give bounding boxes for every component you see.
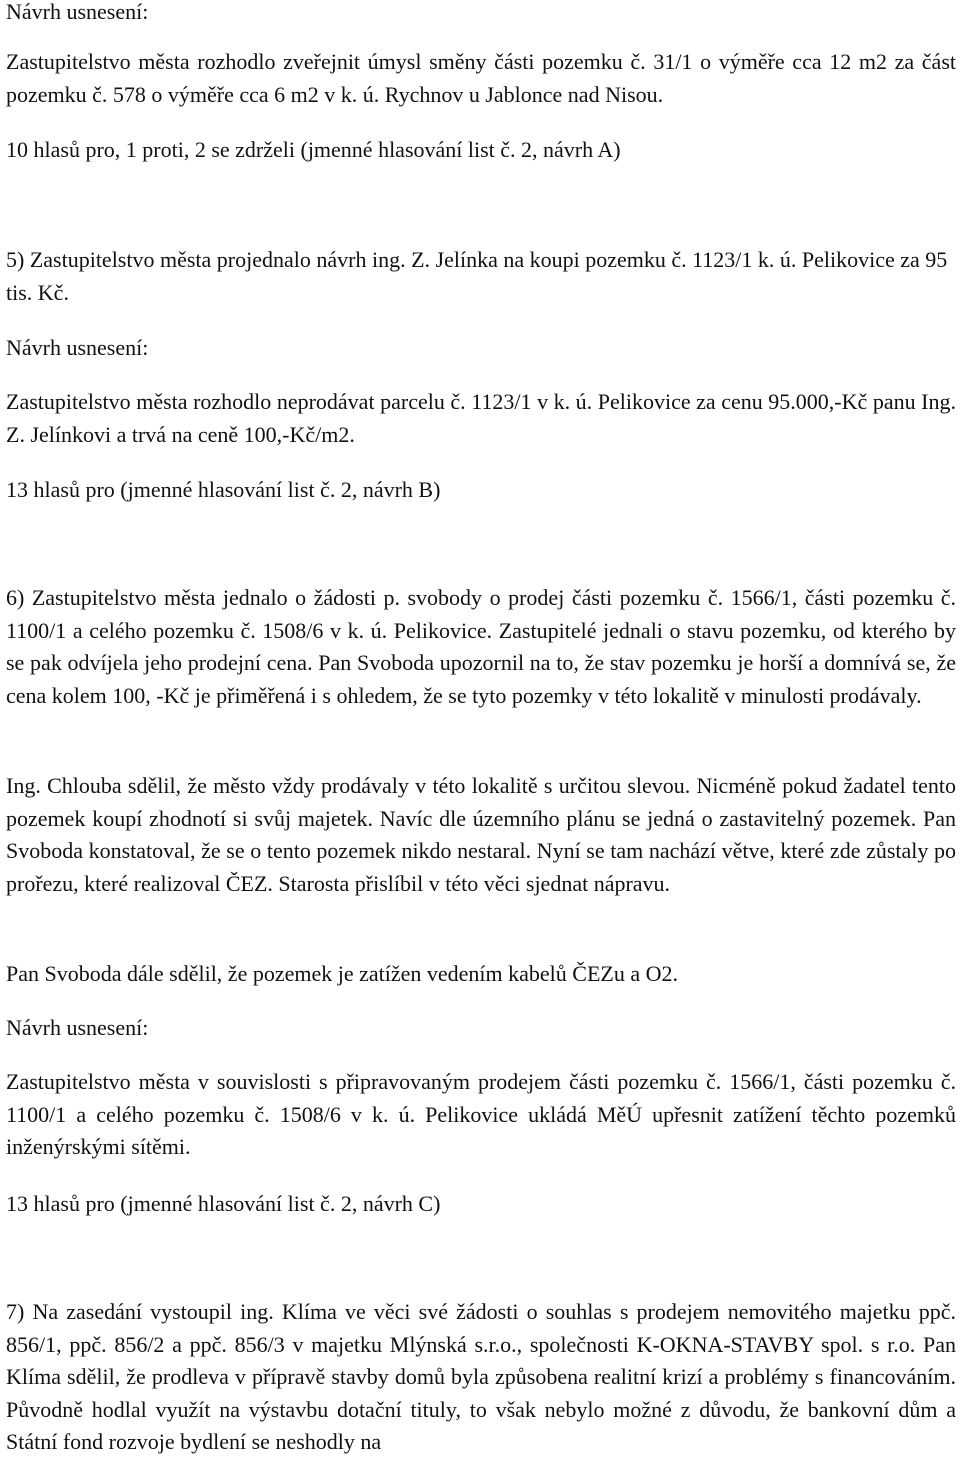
resolution-heading: Návrh usnesení: [6,335,149,360]
discussion-paragraph: Pan Svoboda dále sdělil, že pozemek je zatížen vedením kabelů ČEZu a O2. [6,961,678,986]
resolution-text: Zastupitelstvo města rozhodlo neprodávat parcelu č. 1123/1 v k. ú. Pelikovice za cenu 95.000,-Kč panu Ing. Z. Jelínkovi a trvá na ceně 100,-Kč/m2. [6,389,956,447]
vote-result: 13 hlasů pro (jmenné hlasování list č. 2, návrh B) [6,477,441,502]
resolution-heading: Návrh usnesení: [6,0,149,24]
agenda-item-6: 6) Zastupitelstvo města jednalo o žádosti p. svobody o prodej části pozemku č. 1566/1, části pozemku č. 1100/1 a celého pozemku č. 1508/6 v k. ú. Pelikovice. Zastupitelé jednali o stavu pozemku, od kterého by se pak odvíjela jeho prodejní cena. Pan Svoboda upozornil na to, že stav pozemku je horší a domnívá se, že cena kolem 100, -Kč je přiměřená i s ohledem, že se tyto pozemky v této lokalitě v minulosti prodávaly. [6,585,956,708]
resolution-heading: Návrh usnesení: [6,1015,149,1040]
vote-result: 13 hlasů pro (jmenné hlasování list č. 2, návrh C) [6,1191,441,1216]
agenda-item-5: 5) Zastupitelstvo města projednalo návrh ing. Z. Jelínka na koupi pozemku č. 1123/1 k. ú. Pelikovice za 95 tis. Kč. [6,247,948,305]
discussion-paragraph: Ing. Chlouba sdělil, že město vždy prodávaly v této lokalitě s určitou slevou. Nicméně pokud žadatel tento pozemek koupí zhodnotí si svůj majetek. Navíc dle územního plánu se jedná o zastavitelný pozemek. Pan Svoboda konstatoval, že se o tento pozemek nikdo nestaral. Nyní se tam nachází větve, které zde zůstaly po prořezu, které realizoval ČEZ. Starosta přislíbil v této věci sjednat nápravu. [6,773,956,896]
resolution-text: Zastupitelstvo města rozhodlo zveřejnit úmysl směny části pozemku č. 31/1 o výměře cca 12 m2 za část pozemku č. 578 o výměře cca 6 m2 v k. ú. Rychnov u Jablonce nad Nisou. [6,49,956,107]
vote-result: 10 hlasů pro, 1 proti, 2 se zdrželi (jmenné hlasování list č. 2, návrh A) [6,137,621,162]
resolution-text: Zastupitelstvo města v souvislosti s připravovaným prodejem části pozemku č. 1566/1, části pozemku č. 1100/1 a celého pozemku č. 1508/6 v k. ú. Pelikovice ukládá MěÚ upřesnit zatížení těchto pozemků inženýrskými sítěmi. [6,1069,956,1159]
agenda-item-7: 7) Na zasedání vystoupil ing. Klíma ve věci své žádosti o souhlas s prodejem nemovitého majetku ppč. 856/1, ppč. 856/2 a ppč. 856/3 v majetku Mlýnská s.r.o., společnosti K-OKNA-STAVBY spol. s r.o. Pan Klíma sdělil, že prodleva v přípravě stavby domů byla způsobena realitní krizí a problémy s financováním. Původně hodlal využít na výstavbu dotační tituly, to však nebylo možné z důvodu, že bankovní dům a Státní fond rozvoje bydlení se neshodly na [6,1299,956,1454]
